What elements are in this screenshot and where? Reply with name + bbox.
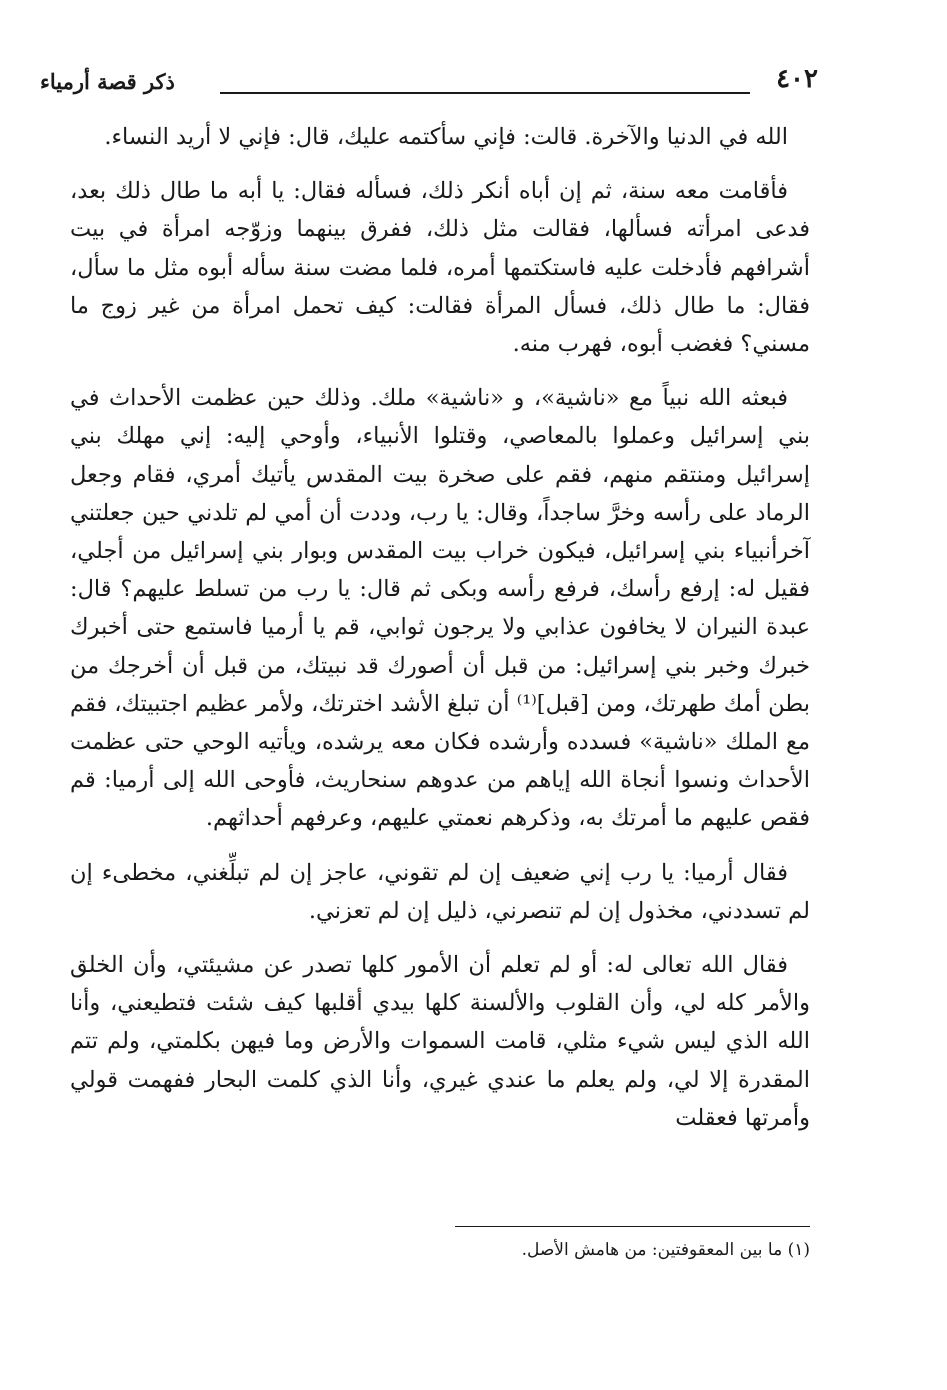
paragraph: فبعثه الله نبياً مع «ناشية»، و «ناشية» ملك. وذلك حين عظمت الأحداث في بني إسرائيل وعملوا بالمعاصي، وقتلوا الأنبياء، وأوحي إليه: إني مهلك بني إسرائيل ومنتقم منهم، فقم على صخرة بيت المقدس يأتيك أمري، فقام وجعل الرماد على رأسه وخرَّ ساجداً، وقال: يا رب، وددت أن أمي لم تلدني حين جعلتني آخرأنبياء بني إسرائيل، فيكون خراب بيت المقدس وبوار بني إسرائيل من أجلي، فقيل له: إرفع رأسك، فرفع رأسه وبكى ثم قال: يا رب من تسلط عليهم؟ قال: عبدة النيران لا يخافون عذابي ولا يرجون ثوابي، قم يا أرميا فاستمع حتى أخبرك خبرك وخبر بني إسرائيل: من قبل أن أصورك قد نبيتك، من قبل أن أخرجك من بطن أمك طهرتك، ومن [قبل]⁽¹⁾ أن تبلغ الأشد اخترتك، ولأمر عظيم اجتبيتك، فقم مع الملك «ناشية» فسدده وأرشده فكان معه يرشده، ويأتيه الوحي حتى عظمت الأحداث ونسوا أنجاة الله إياهم من عدوهم سنحاريث، فأوحى الله إلى أرميا: قم فقص عليهم ما أمرتك به، وذكرهم نعمتي عليهم، وعرفهم أحداثهم.: [70, 385, 810, 832]
page-number: ٤٠٢: [776, 64, 818, 94]
paragraph: فقال أرميا: يا رب إني ضعيف إن لم تقوني، عاجز إن لم تبلِّغني، مخطىء إن لم تسددني، مخذول إن لم تنصرني، ذليل إن لم تعزني.: [70, 859, 810, 924]
running-title: ذكر قصة أرمياء: [40, 69, 175, 94]
footnote: (١) ما بين المعقوفتين: من هامش الأصل.: [521, 1240, 810, 1260]
paragraph: فأقامت معه سنة، ثم إن أباه أنكر ذلك، فسأله فقال: يا أبه ما طال ذلك بعد، فدعى امرأته فسألها، فقالت مثل ذلك، ففرق بينهما وزوّجه امرأة في بيت أشرافهم فأدخلت عليه فاستكتمها أمره، فلما مضت سنة سأله أبوه مثل ما سأل، فقال: ما طال ذلك، فسأل المرأة فقالت: كيف تحمل امرأة من غير زوج ما مسني؟ فغضب أبوه، فهرب منه.: [70, 178, 810, 358]
page-header: [40, 62, 818, 104]
main-text: [70, 118, 810, 1153]
footnote-separator: [455, 1226, 810, 1227]
paragraph: الله في الدنيا والآخرة. قالت: فإني سأكتمه عليك، قال: فإني لا أريد النساء.: [104, 124, 788, 150]
header-rule: [220, 92, 750, 94]
paragraph: فقال الله تعالى له: أو لم تعلم أن الأمور كلها تصدر عن مشيئتي، وأن الخلق والأمر كله لي، وأن القلوب والألسنة كلها بيدي أقلبها كيف شئت فتطيعني، وأنا الله الذي ليس شيء مثلي، قامت السموات والأرض وما فيهن بكلمتي، ولم تتم المقدرة إلا لي، ولم يعلم ما عندي غيري، وأنا الذي كلمت البحار ففهمت قولي وأمرتها فعقلت: [70, 952, 810, 1131]
